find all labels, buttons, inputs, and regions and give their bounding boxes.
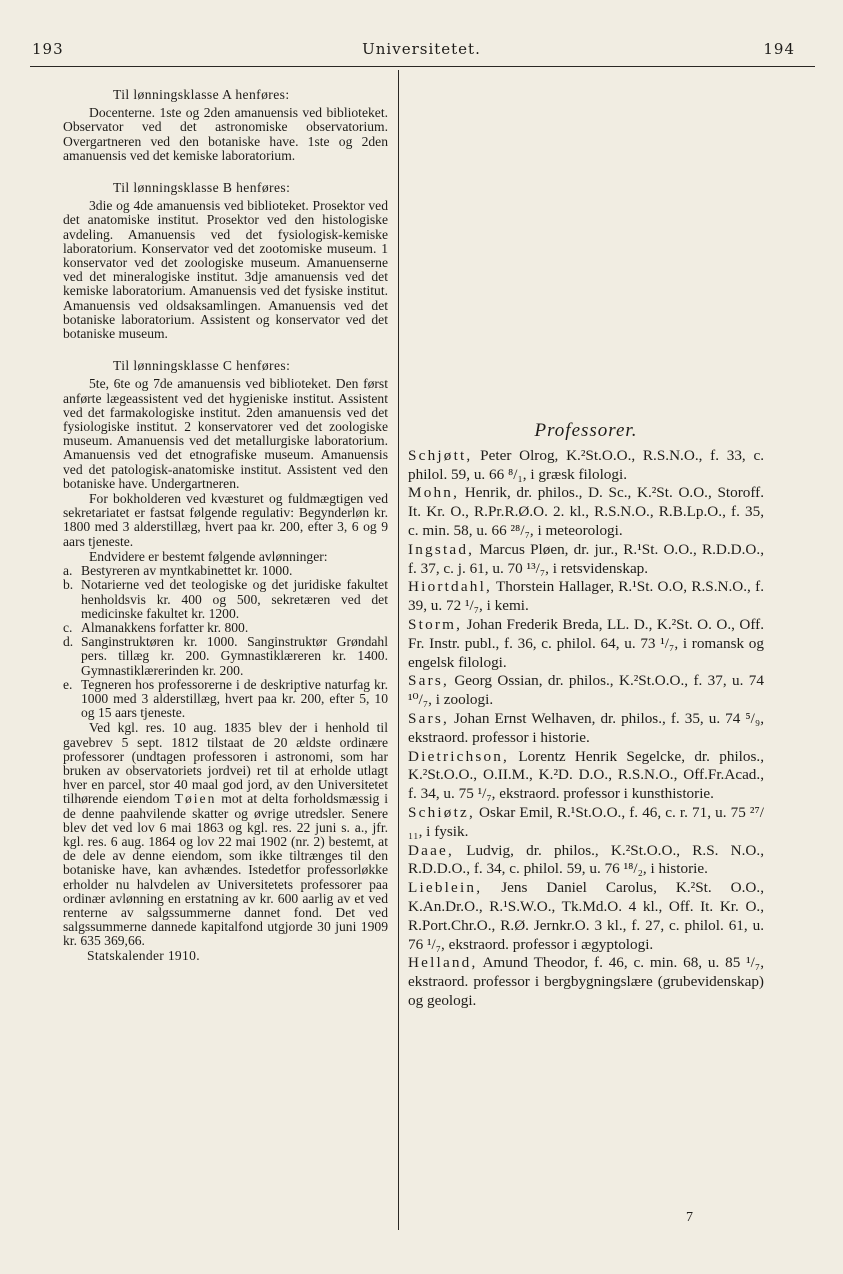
professor-entry	[408, 578, 764, 616]
professor-entry	[408, 541, 764, 579]
professor-name: Helland,	[408, 954, 478, 972]
professor-entry	[408, 672, 764, 710]
list-text: Notarierne ved det teologiske og det juridiske fakultet henholdsvis kr. 400 og 500, sekretæren ved det medicinske fakultet kr. 1200.	[81, 577, 388, 621]
professor-list	[408, 447, 764, 1011]
professor-details: Lorentz Henrik Segelcke, dr. philos., K.²St.O.O., O.II.M., K.²D. D.O., R.S.N.O., Off.Fr.Acad., f. 34, u. 75 ¹/₇, ekstraord. professor i kunsthistorie.	[408, 747, 764, 803]
professor-name: Sars,	[408, 672, 449, 690]
paragraph-endvidere: Endvidere er bestemt følgende avlønninger:	[89, 548, 328, 564]
estate-name: Tøien	[174, 791, 217, 807]
professor-name: Hiortdahl,	[408, 578, 493, 596]
column-divider	[398, 70, 399, 1230]
professor-entry	[408, 447, 764, 485]
professor-name: Daae,	[408, 841, 454, 859]
section-text-class-b: 3die og 4de amanuensis ved biblioteket. Prosektor ved det anatomiske institut. Prosektor ved den histologiske avdeling. Amanuensis ved det fysiologisk-kemiske laboratorium. Konservator ved det zootomiske museum. 1 konservator ved det zoologiske museum. Amanuenserne ved det mineralogiske institut. 3dje amanuensis ved det kemiske laboratorium. Amanuensis ved det fysiske institut. Amanuensis ved oldsaksamlingen. Amanuensis ved det botaniske laboratorium. Assistent og konservator ved det botaniske museum.	[63, 198, 388, 342]
professor-entry	[408, 879, 764, 954]
professor-details: Georg Ossian, dr. philos., K.²St.O.O., f. 37, u. 74 ¹⁰/₇, i zoologi.	[408, 672, 764, 709]
source-signature: Statskalender 1910.	[87, 947, 200, 963]
header-rule	[30, 66, 815, 67]
professor-name: Lieblein,	[408, 879, 483, 897]
paragraph-bokholder: For bokholderen ved kvæsturet og fuldmægtigen ved sekretariatet er fastsat følgende regulativ: Begynderløn kr. 1800 med 3 alderstillæg, hvert paa kr. 200, efter 3, 6 og 9 aars tjeneste.	[63, 491, 388, 549]
list-text: Sanginstruktøren kr. 1000. Sanginstruktør Grøndahl pers. tillæg kr. 200. Gymnastiklæreren kr. 1400. Gymnastiklærerinden kr. 200.	[81, 634, 388, 678]
professor-details: Johan Ernst Welhaven, dr. philos., f. 35, u. 74 ⁵/₉, ekstraord. professor i historie.	[408, 709, 764, 746]
professor-name: Sars,	[408, 709, 449, 727]
paragraph-toien-before: Ved kgl. res. 10 aug. 1835 blev der i henhold til gavebrev 5 sept. 1812 tilstaat de 20 ældste ordinære professorer (undtagen professoren i astronomi, som har bruken av observatoriets jordvei) ret til at erholde utlagt hver en parcel, stor 40 maal god jord, av den Universitetet tilhørende eiendom	[63, 720, 388, 807]
list-letter: b.	[63, 577, 74, 593]
professor-name: Ingstad,	[408, 540, 475, 558]
running-head	[28, 40, 815, 66]
left-column	[63, 84, 388, 1234]
page-number-right: 194	[763, 40, 795, 58]
list-text: Tegneren hos professorerne i de deskriptive naturfag kr. 1000 med 3 alderstillæg, hvert paa kr. 200, efter 5, 10 og 15 aars tjeneste.	[81, 676, 388, 721]
section-title-class-a: Til lønningsklasse A henføres:	[113, 87, 290, 102]
list-text: Almanakkens forfatter kr. 800.	[81, 619, 249, 635]
professor-name: Schiøtz,	[408, 803, 475, 821]
list-item	[63, 563, 388, 579]
section-text-class-a: Docenterne. 1ste og 2den amanuensis ved biblioteket. Observator ved det astronomiske observatorium. Overgartneren ved den botaniske have. 1ste og 2den amanuensis ved det kemiske laboratorium.	[63, 105, 388, 163]
list-letter: a.	[63, 563, 73, 579]
professor-details: Amund Theodor, f. 46, c. min. 68, u. 85 ¹/₇, ekstraord. professor i bergbygningslære (grubevidenskap) og geologi.	[408, 954, 764, 1009]
professor-entry	[408, 842, 764, 880]
page-number-left: 193	[32, 40, 64, 58]
professor-name: Schjøtt,	[408, 446, 473, 464]
section-text-class-c: 5te, 6te og 7de amanuensis ved biblioteket. Den først anførte lægeassistent ved det hygieniske institut. Assistent ved det farmakologiske institut. 2den amanuensis ved det fysiologiske institut. 2 konservatorer ved det zoologiske museum. Amanuensis ved det metallurgiske laboratorium. Amanuensis ved det etnografiske museum. Amanuensis ved det patologisk-anatomiske institut. Assistent ved den botaniske have. Undergartneren.	[63, 376, 388, 491]
list-item	[63, 577, 388, 621]
professor-details: Johan Frederik Breda, LL. D., K.²St. O. O., Off. Fr. Instr. publ., f. 36, c. philol. 64, u. 73 ¹/₇, i romansk og engelsk filologi.	[408, 615, 764, 671]
paragraph-toien	[63, 721, 388, 948]
section-title-class-c: Til lønningsklasse C henføres:	[113, 358, 291, 374]
professor-details: Peter Olrog, K.²St.O.O., R.S.N.O., f. 33, c. philol. 59, u. 66 ⁸/₁, i græsk filologi.	[408, 446, 764, 483]
list-item	[63, 676, 388, 721]
professor-details: Marcus Pløen, dr. jur., R.¹St. O.O., R.D.D.O., f. 37, c. j. 61, u. 70 ¹³/₇, i retsvidenskap.	[408, 540, 764, 577]
professor-name: Storm,	[408, 615, 463, 633]
salary-list	[63, 564, 388, 720]
professor-entry	[408, 954, 764, 1010]
professor-entry	[408, 484, 764, 540]
list-letter: d.	[63, 634, 74, 650]
professor-details: Ludvig, dr. philos., K.²St.O.O., R.S. N.O., R.D.D.O., f. 34, c. philol. 59, u. 76 ¹⁸/₂, i historie.	[408, 841, 764, 878]
professor-details: Oskar Emil, R.¹St.O.O., f. 46, c. r. 71, u. 75 ²⁷/₁₁, i fysik.	[408, 803, 764, 840]
list-item	[63, 619, 388, 635]
paragraph-toien-after: mot at delta forholdsmæssig i de denne paahvilende skatter og øvrige utredsler. Senere blev det ved lov 6 mai 1863 og kgl. res. 22 juni s. a., jfr. kgl. res. 6 aug. 1864 og lov 22 mai 1902 (nr. 2) bestemt, at de dele av denne eiendom, som ikke tiltrænges til den botaniske have, kan avhændes. Istedetfor professorløkke erholder nu halvdelen av Universitetets professorer paa ordinær avlønning en erstatning av kr. 600 aarlig av et ved renterne av salgssummerne dannet fond. Det ved salgssummerne dannede kapitalfond utgjorde 30 juni 1909 kr. 635 369,66.	[63, 791, 388, 949]
section-heading-professorer: Professorer.	[534, 420, 638, 441]
list-letter: c.	[63, 619, 73, 635]
professor-entry	[408, 710, 764, 748]
right-column	[408, 84, 764, 1234]
signature-mark: 7	[686, 1210, 693, 1225]
professor-entry	[408, 616, 764, 672]
professor-entry	[408, 748, 764, 804]
list-item	[63, 634, 388, 678]
running-title: Universitetet.	[362, 40, 481, 58]
professor-name: Dietrichson,	[408, 747, 510, 765]
section-title-class-b: Til lønningsklasse B henføres:	[113, 180, 291, 196]
professor-details: Henrik, dr. philos., D. Sc., K.²St. O.O., Storoff. It. Kr. O., R.Pr.R.Ø.O. 2. kl., R.S.N.O., R.B.Lp.O., f. 35, c. min. 58, u. 66 ²⁸/₇, i meteorologi.	[408, 484, 764, 539]
professor-entry	[408, 804, 764, 842]
professor-details: Jens Daniel Carolus, K.²St. O.O., K.An.Dr.O., R.¹S.W.O., Tk.Md.O. 4 kl., Off. It. Kr. O., R.Port.Chr.O., R.Ø. Jernkr.O. 3 kl., f. 27, c. philol. 61, u. 76 ¹/₇, ekstraord. professor i ægyptologi.	[408, 879, 764, 953]
list-letter: e.	[63, 676, 73, 692]
professor-name: Mohn,	[408, 484, 460, 502]
list-text: Bestyreren av myntkabinettet kr. 1000.	[81, 563, 293, 579]
professor-details: Thorstein Hallager, R.¹St. O.O, R.S.N.O., f. 39, u. 72 ¹/₇, i kemi.	[408, 578, 764, 615]
